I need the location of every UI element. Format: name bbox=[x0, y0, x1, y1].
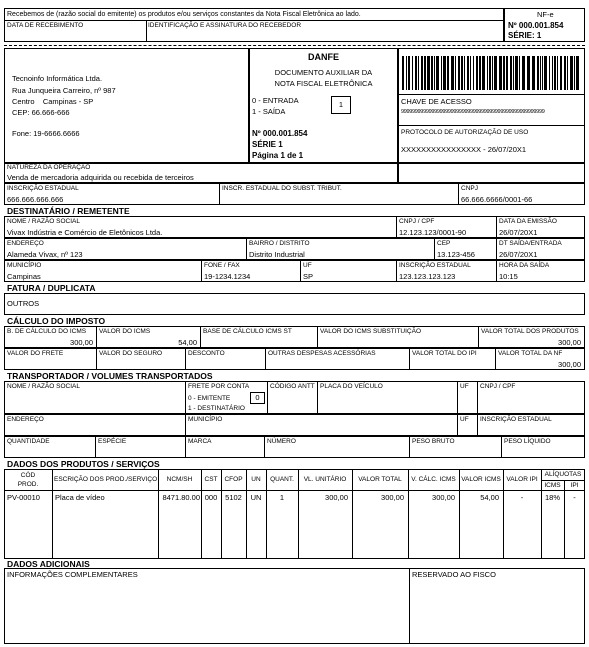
transp-uf2-label: UF bbox=[460, 416, 469, 423]
barcode-bar bbox=[424, 56, 426, 90]
danfe-tipo: 1 bbox=[338, 100, 344, 109]
dest-endereco: Alameda Vivax, nº 123 bbox=[7, 250, 83, 259]
prod-h-vbc: V. CÁLC. ICMS bbox=[411, 476, 456, 483]
transp-cnpj-label: CNPJ / CPF bbox=[480, 383, 516, 390]
dest-cep: 13.123-456 bbox=[437, 250, 475, 259]
natureza-right-box bbox=[398, 163, 585, 183]
imp-vprod: 300,00 bbox=[558, 338, 581, 347]
adicionais-box bbox=[4, 568, 585, 644]
imp-icms-label: VALOR DO ICMS bbox=[99, 328, 151, 335]
barcode-bar bbox=[492, 56, 493, 90]
barcode-bar bbox=[464, 56, 465, 90]
transp-r2-div-1 bbox=[185, 414, 186, 436]
inscricoes-div-1 bbox=[219, 183, 220, 205]
dest-r3-div-2 bbox=[300, 260, 301, 282]
prod-aliq-divider bbox=[541, 480, 585, 481]
dest-r1-div-2 bbox=[496, 216, 497, 238]
dest-bairro: Distrito Industrial bbox=[249, 250, 305, 259]
danfe-title: DANFE bbox=[308, 52, 339, 62]
transp-antt-label: CÓDIGO ANTT bbox=[270, 383, 315, 390]
barcode-bar bbox=[503, 56, 505, 90]
natureza-label: NATUREZA DA OPERAÇÃO bbox=[7, 164, 91, 171]
emitente-fone: Fone: 19-6666.6666 bbox=[12, 129, 80, 138]
fatura-title: FATURA / DUPLICATA bbox=[7, 283, 96, 293]
emitente-nome: Tecnoinfo Informática Ltda. bbox=[12, 74, 103, 83]
imp-r1-div-2 bbox=[200, 326, 201, 348]
barcode-bar bbox=[537, 56, 539, 90]
prod-col-1 bbox=[52, 469, 53, 559]
prod-item-vipi: - bbox=[520, 493, 524, 502]
barcode-bar bbox=[554, 56, 556, 90]
barcode-bar bbox=[458, 56, 460, 90]
barcode-bar bbox=[487, 56, 488, 90]
transp-r3-div-5 bbox=[501, 436, 502, 458]
dashed-separator bbox=[4, 45, 585, 46]
transp-r2-div-3 bbox=[477, 414, 478, 436]
prod-h-cfop: CFOP bbox=[224, 476, 243, 483]
transp-r1-div-1 bbox=[185, 381, 186, 414]
dest-r2-div-1 bbox=[246, 238, 247, 260]
canhoto-numero: Nº 000.001.854 bbox=[508, 21, 564, 30]
prod-h-desc: ESCRIÇÃO DOS PROD./SERVIÇO bbox=[54, 476, 158, 483]
barcode-bar bbox=[431, 56, 433, 90]
imp-desconto-label: DESCONTO bbox=[188, 350, 225, 357]
ie-valor: 666.666.666.666 bbox=[7, 195, 64, 204]
dest-r1-div-1 bbox=[396, 216, 397, 238]
dest-saida: 26/07/20X1 bbox=[499, 250, 538, 259]
produtos-header-line bbox=[4, 490, 585, 491]
barcode-bar bbox=[499, 56, 502, 90]
danfe-saida: 1 - SAÍDA bbox=[252, 107, 286, 116]
imp-r1-div-1 bbox=[96, 326, 97, 348]
prod-col-13 bbox=[564, 480, 565, 559]
transp-r3-div-4 bbox=[409, 436, 410, 458]
transp-ie-label: INSCRIÇÃO ESTADUAL bbox=[480, 416, 552, 423]
barcode-bar bbox=[552, 56, 553, 90]
imp-vnf-label: VALOR TOTAL DA NF bbox=[498, 350, 563, 357]
dest-ie-label: INSCRIÇÃO ESTADUAL bbox=[399, 262, 471, 269]
destinatario-row-3 bbox=[4, 260, 585, 282]
imp-vnf: 300,00 bbox=[558, 360, 581, 369]
canhoto-divider bbox=[4, 20, 504, 21]
prod-item-quant: 1 bbox=[279, 493, 285, 502]
transp-r3-div-2 bbox=[185, 436, 186, 458]
barcode-bar bbox=[549, 56, 550, 90]
transp-nome-label: NOME / RAZÃO SOCIAL bbox=[7, 383, 80, 390]
barcode-bar bbox=[470, 56, 471, 90]
transp-pbruto-label: PESO BRUTO bbox=[412, 438, 455, 445]
imp-r1-div-4 bbox=[478, 326, 479, 348]
prod-item-cod: PV-00010 bbox=[7, 493, 40, 502]
barcode-bar bbox=[473, 56, 474, 90]
transp-endereco-label: ENDEREÇO bbox=[7, 416, 44, 423]
imp-bcst-label: BASE DE CÁLCULO ICMS ST bbox=[203, 328, 292, 335]
barcode-bar bbox=[540, 56, 541, 90]
transp-marca-label: MARCA bbox=[188, 438, 212, 445]
dest-r2-div-2 bbox=[434, 238, 435, 260]
canhoto-nfe-label: NF-e bbox=[537, 10, 554, 19]
prod-item-cst: 000 bbox=[204, 493, 218, 502]
fatura-valor: OUTROS bbox=[7, 299, 40, 308]
barcode-bar bbox=[510, 56, 512, 90]
barcode-bar bbox=[412, 56, 413, 90]
barcode-bar bbox=[557, 56, 558, 90]
barcode-bar bbox=[567, 56, 568, 90]
cnpj-label: CNPJ bbox=[461, 185, 478, 192]
dest-endereco-label: ENDEREÇO bbox=[7, 240, 44, 247]
barcode-bar bbox=[406, 56, 407, 90]
adicionais-divider bbox=[409, 568, 410, 644]
imp-r2-div-3 bbox=[265, 348, 266, 370]
dest-r3-div-4 bbox=[496, 260, 497, 282]
barcode-bar bbox=[494, 56, 497, 90]
emitente-cep: CEP: 66.666-666 bbox=[12, 108, 70, 117]
danfe-desc2: NOTA FISCAL ELETRÔNICA bbox=[274, 79, 373, 88]
barcode-bar bbox=[576, 56, 579, 90]
chave-divider-2 bbox=[398, 125, 585, 126]
transp-municipio-label: MUNICÍPIO bbox=[188, 416, 223, 423]
cnpj-valor: 66.666.6666/0001-66 bbox=[461, 195, 533, 204]
prod-h-un: UN bbox=[251, 476, 261, 483]
imp-bc: 300,00 bbox=[70, 338, 93, 347]
barcode-bar bbox=[519, 56, 520, 90]
barcode-bar bbox=[441, 56, 442, 90]
danfe-desc1: DOCUMENTO AUXILIAR DA bbox=[274, 68, 373, 77]
danfe-serie: SÉRIE 1 bbox=[252, 140, 283, 149]
dest-saida-label: DT SAÍDA/ENTRADA bbox=[499, 240, 562, 247]
adicionais-info-label: INFORMAÇÕES COMPLEMENTARES bbox=[7, 570, 138, 579]
chave-label: CHAVE DE ACESSO bbox=[401, 97, 472, 106]
prod-item-vunit: 300,00 bbox=[325, 493, 348, 502]
barcode-bar bbox=[461, 56, 463, 90]
barcode-bar bbox=[434, 56, 435, 90]
barcode-bar bbox=[506, 56, 508, 90]
identificacao-label: IDENTIFICAÇÃO E ASSINATURA DO RECEBEDOR bbox=[148, 22, 302, 29]
barcode-bar bbox=[482, 56, 485, 90]
imp-r2-div-5 bbox=[495, 348, 496, 370]
prod-item-cfop: 5102 bbox=[225, 493, 242, 502]
imp-bc-label: B. DE CÁLCULO DO ICMS bbox=[7, 328, 87, 335]
imposto-title: CÁLCULO DO IMPOSTO bbox=[7, 316, 106, 326]
chave-divider-1 bbox=[398, 94, 585, 95]
data-recebimento-label: DATA DE RECEBIMENTO bbox=[7, 22, 84, 29]
emitente-endereco: Rua Junqueira Carreiro, nº 987 bbox=[12, 86, 116, 95]
imp-icms: 54,00 bbox=[178, 338, 197, 347]
protocolo-label: PROTOCOLO DE AUTORIZAÇÃO DE USO bbox=[401, 129, 529, 136]
prod-h-vunit: VL. UNITÁRIO bbox=[303, 476, 347, 483]
prod-h-vicms: VALOR ICMS bbox=[461, 476, 501, 483]
prod-h-ncm: NCM/SH bbox=[166, 476, 193, 483]
barcode-bar bbox=[532, 56, 535, 90]
inscricoes-div-2 bbox=[458, 183, 459, 205]
barcode-bar bbox=[436, 56, 439, 90]
dest-uf-label: UF bbox=[303, 262, 312, 269]
dest-bairro-label: BAIRRO / DISTRITO bbox=[249, 240, 310, 247]
imp-ipi-label: VALOR TOTAL DO IPI bbox=[412, 350, 477, 357]
barcode-bar bbox=[479, 56, 481, 90]
destinatario-title: DESTINATÁRIO / REMETENTE bbox=[7, 206, 130, 216]
imp-r1-div-3 bbox=[317, 326, 318, 348]
canhoto-recebemos: Recebemos de (razão social do emitente) os produtos e/ou serviços constantes da Nota Fiscal Eletrônica ao lado. bbox=[7, 11, 361, 18]
canhoto-serie: SÉRIE: 1 bbox=[508, 31, 542, 40]
barcode-bar bbox=[570, 56, 573, 90]
dest-r3-div-3 bbox=[396, 260, 397, 282]
prod-h-cod2: PROD. bbox=[17, 481, 39, 488]
imp-seguro-label: VALOR DO SEGURO bbox=[99, 350, 163, 357]
barcode-bar bbox=[515, 56, 518, 90]
produtos-title: DADOS DOS PRODUTOS / SERVIÇOS bbox=[7, 459, 160, 469]
barcode-bar bbox=[421, 56, 423, 90]
barcode-bar bbox=[415, 56, 417, 90]
barcode-bar bbox=[455, 56, 456, 90]
prod-item-un: UN bbox=[250, 493, 262, 502]
danfe-pagina: Página 1 de 1 bbox=[252, 151, 304, 160]
transp-placa-label: PLACA DO VEÍCULO bbox=[320, 383, 383, 390]
prod-item-vtotal: 300,00 bbox=[381, 493, 404, 502]
transp-qtd-label: QUANTIDADE bbox=[7, 438, 50, 445]
dest-ie: 123.123.123.123 bbox=[399, 272, 456, 281]
natureza-valor: Venda de mercadoria adquirida ou recebida de terceiros bbox=[7, 173, 194, 182]
dest-cep-label: CEP bbox=[437, 240, 451, 247]
barcode-bar bbox=[402, 56, 404, 90]
barcode-bar bbox=[560, 56, 562, 90]
transp-numero-label: NÚMERO bbox=[267, 438, 296, 445]
prod-h-vtotal: VALOR TOTAL bbox=[358, 476, 402, 483]
ie-label: INSCRIÇÃO ESTADUAL bbox=[7, 185, 79, 192]
dest-cnpj-label: CNPJ / CPF bbox=[399, 218, 435, 225]
transp-r1-div-4 bbox=[457, 381, 458, 414]
emitente-bairro-cidade: Centro Campinas - SP bbox=[12, 97, 94, 106]
transp-frete-label: FRETE POR CONTA bbox=[188, 383, 250, 390]
prod-h-quant: QUANT. bbox=[270, 476, 294, 483]
imp-outras-label: OUTRAS DESPESAS ACESSÓRIAS bbox=[268, 350, 376, 357]
protocolo-valor: XXXXXXXXXXXXXXXX - 26/07/20X1 bbox=[401, 145, 527, 154]
prod-item-aicms: 18% bbox=[544, 493, 560, 502]
transp-r1-div-2 bbox=[267, 381, 268, 414]
dest-hora-label: HORA DA SAÍDA bbox=[499, 262, 550, 269]
barcode-bar bbox=[513, 56, 514, 90]
imp-r2-div-1 bbox=[96, 348, 97, 370]
barcode-bar bbox=[542, 56, 543, 90]
barcode-bar bbox=[527, 56, 530, 90]
barcode-bar bbox=[564, 56, 566, 90]
prod-h-aliq: ALÍQUOTAS bbox=[544, 471, 582, 478]
barcode-bar bbox=[489, 56, 491, 90]
transp-r2-div-2 bbox=[457, 414, 458, 436]
transp-r3-div-1 bbox=[95, 436, 96, 458]
prod-h-aicms: ICMS bbox=[544, 482, 561, 489]
prod-item-ncm: 8471.80.00 bbox=[162, 493, 200, 502]
transp-uf-label: UF bbox=[460, 383, 469, 390]
dest-r2-div-3 bbox=[496, 238, 497, 260]
dest-municipio-label: MUNICÍPIO bbox=[7, 262, 42, 269]
iest-label: INSCR. ESTADUAL DO SUBST. TRIBUT. bbox=[222, 185, 342, 192]
dest-cnpj: 12.123.123/0001-90 bbox=[399, 228, 467, 237]
transp-destinatario: 1 - DESTINATÁRIO bbox=[188, 405, 245, 412]
fatura-box bbox=[4, 293, 585, 315]
transportador-title: TRANSPORTADOR / VOLUMES TRANSPORTADOS bbox=[7, 371, 213, 381]
barcode-bar bbox=[574, 56, 575, 90]
prod-item-aipi: - bbox=[573, 493, 576, 502]
imp-vprod-label: VALOR TOTAL DOS PRODUTOS bbox=[481, 328, 579, 335]
imp-frete-label: VALOR DO FRETE bbox=[7, 350, 64, 357]
transp-frete-valor: 0 bbox=[255, 393, 260, 402]
dest-nome: Vivax Indústria e Comércio de Eletônicos Ltda. bbox=[7, 228, 163, 237]
prod-h-vipi: VALOR IPI bbox=[506, 476, 538, 483]
dest-fone-label: FONE / FAX bbox=[204, 262, 240, 269]
imp-r2-div-4 bbox=[409, 348, 410, 370]
dest-fone: 19-1234.1234 bbox=[204, 272, 251, 281]
prod-item-vicms: 54,00 bbox=[480, 493, 499, 502]
barcode-bar bbox=[544, 56, 547, 90]
prod-h-cst: CST bbox=[204, 476, 218, 483]
transp-emitente: 0 - EMITENTE bbox=[188, 395, 231, 402]
barcode-bar bbox=[443, 56, 446, 90]
imp-icmsst-label: VALOR DO ICMS SUBSTITUIÇÃO bbox=[320, 328, 422, 335]
dest-r3-div-1 bbox=[201, 260, 202, 282]
prod-item-vbc: 300,00 bbox=[432, 493, 455, 502]
barcode-bar bbox=[427, 56, 430, 90]
dest-nome-label: NOME / RAZÃO SOCIAL bbox=[7, 218, 80, 225]
barcode-bar bbox=[408, 56, 410, 90]
danfe-entrada: 0 - ENTRADA bbox=[252, 96, 299, 105]
dest-municipio: Campinas bbox=[7, 272, 41, 281]
dest-emissao-label: DATA DA EMISSÃO bbox=[499, 218, 557, 225]
barcode-image bbox=[402, 56, 580, 90]
dest-uf: SP bbox=[303, 272, 314, 281]
transp-especie-label: ESPÉCIE bbox=[98, 438, 127, 445]
chave-valor: 9999999999999999999999999999999999999999999999999999 bbox=[401, 109, 545, 115]
danfe-numero: Nº 000.001.854 bbox=[252, 129, 308, 138]
barcode-bar bbox=[467, 56, 469, 90]
barcode-bar bbox=[447, 56, 449, 90]
barcode-bar bbox=[476, 56, 478, 90]
barcode-bar bbox=[451, 56, 454, 90]
prod-item-desc: Placa de vídeo bbox=[55, 493, 105, 502]
dest-hora: 10:15 bbox=[499, 272, 518, 281]
canhoto-col-divider bbox=[146, 20, 147, 42]
adicionais-title: DADOS ADICIONAIS bbox=[7, 559, 90, 569]
prod-h-cod1: CÓD bbox=[20, 472, 36, 479]
adicionais-fisco-label: RESERVADO AO FISCO bbox=[412, 570, 496, 579]
barcode-bar bbox=[418, 56, 419, 90]
transp-pliquido-label: PESO LÍQUIDO bbox=[504, 438, 551, 445]
dest-emissao: 26/07/20X1 bbox=[499, 228, 538, 237]
transp-r1-div-3 bbox=[317, 381, 318, 414]
transp-r3-div-3 bbox=[264, 436, 265, 458]
transp-r1-div-5 bbox=[477, 381, 478, 414]
imp-r2-div-2 bbox=[185, 348, 186, 370]
barcode-bar bbox=[522, 56, 525, 90]
prod-h-aipi: IPI bbox=[570, 482, 579, 489]
